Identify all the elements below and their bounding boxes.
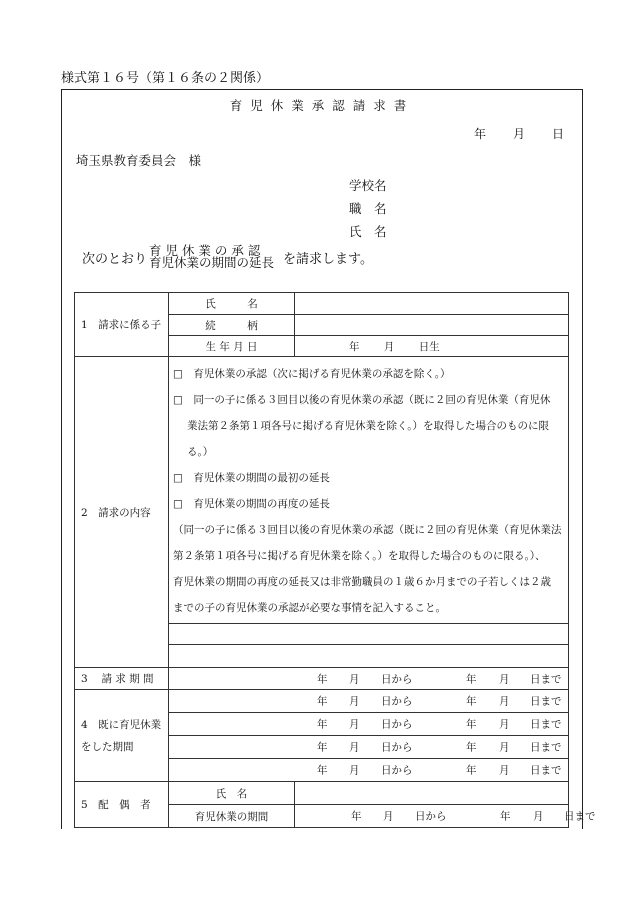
reason-line-1[interactable]	[169, 624, 569, 645]
period-row[interactable]	[169, 690, 569, 713]
content-note-line: （同一の子に係る３回目以後の育児休業の承認（既に２回の育児休業（育児休業法	[173, 524, 562, 536]
period-from-suffix: 日から	[415, 810, 447, 823]
period-from-year: 年	[351, 810, 362, 823]
spouse-leave-period-label: 育児休業の期間	[169, 805, 295, 828]
child-name-field[interactable]	[295, 293, 569, 315]
period-to-year: 年	[466, 718, 477, 731]
section-5-label: 5 配 偶 者	[75, 782, 169, 828]
period-from-month: 月	[383, 810, 394, 823]
child-relation-label: 続 柄	[169, 315, 295, 336]
period-from-month: 月	[349, 741, 360, 754]
period-from-suffix: 日から	[381, 764, 413, 777]
intro-suffix: を請求します。	[283, 252, 373, 267]
child-name-label: 氏 名	[169, 293, 295, 315]
content-note-line: 育児休業の期間の再度の延長又は非常勤職員の１歳６か月までの子若しくは２歳	[173, 576, 551, 588]
period-to-month: 月	[499, 718, 510, 731]
period-from-month: 月	[349, 764, 360, 777]
spouse-name-field[interactable]	[295, 782, 569, 805]
section-4-label-line1: 4 既に育児休業	[81, 718, 162, 731]
applicant-position-label: 職 名	[349, 201, 387, 216]
intro-option-extension: 育児休業の期間の延長	[149, 255, 275, 270]
period-from-suffix: 日から	[381, 673, 413, 685]
period-row[interactable]	[169, 736, 569, 759]
period-to-month: 月	[533, 810, 544, 823]
date-year-label: 年	[474, 127, 487, 141]
section-3-label: 3 請 求 期 間	[75, 668, 169, 690]
period-to-year: 年	[500, 810, 511, 823]
document-title: 育児休業承認請求書	[229, 98, 415, 113]
period-to-year: 年	[466, 741, 477, 754]
intro-prefix: 次のとおり	[82, 252, 148, 267]
period-to-month: 月	[499, 741, 510, 754]
period-row[interactable]	[169, 668, 569, 690]
period-to-year: 年	[466, 695, 477, 708]
checkbox-item-approval[interactable]: □ 育児休業の承認（次に掲げる育児休業の承認を除く。）	[173, 368, 451, 380]
period-from-suffix: 日から	[381, 695, 413, 708]
period-to-suffix: 日まで	[530, 673, 562, 685]
intro-option-approval: 育 児 休 業 の 承 認	[149, 243, 261, 258]
checkbox-item-third-approval[interactable]: □ 同一の子に係る３回目以後の育児休業の承認（既に２回の育児休業（育児休	[173, 394, 551, 406]
period-to-suffix: 日まで	[530, 695, 562, 708]
section-2-label: 2 請求の内容	[75, 357, 169, 668]
date-day-label: 日	[552, 127, 565, 141]
period-to-suffix: 日まで	[530, 741, 562, 754]
period-to-year: 年	[466, 764, 477, 777]
applicant-name-label: 氏 名	[349, 224, 387, 239]
applicant-school-label: 学校名	[349, 178, 387, 193]
spouse-name-label: 氏 名	[169, 782, 295, 805]
period-to-year: 年	[466, 673, 477, 685]
child-birthdate-label: 生 年 月 日	[169, 336, 295, 357]
section-1-label: 1 請求に係る子	[75, 293, 169, 357]
section-4-label-line2: をした期間	[81, 740, 134, 753]
checkbox-item-first-extension[interactable]: □ 育児休業の期間の最初の延長	[173, 472, 330, 484]
period-from-suffix: 日から	[381, 718, 413, 731]
section-4-label	[75, 690, 169, 782]
period-from-year: 年	[317, 673, 328, 685]
period-to-suffix: 日まで	[530, 718, 562, 731]
child-relation-field[interactable]	[295, 315, 569, 336]
request-content-checklist	[169, 357, 569, 624]
period-to-month: 月	[499, 764, 510, 777]
content-note-line: までの子の育児休業の承認が必要な事情を記入すること。	[173, 602, 446, 614]
request-table	[74, 292, 596, 828]
period-to-month: 月	[499, 695, 510, 708]
child-birthdate-field[interactable]: 年 月 日生	[295, 336, 569, 357]
period-from-month: 月	[349, 673, 360, 685]
period-from-month: 月	[349, 718, 360, 731]
period-from-year: 年	[317, 741, 328, 754]
content-note-line: 第２条第１項各号に掲げる育児休業を除く。）を取得した場合のものに限る。）、	[173, 550, 546, 562]
period-to-month: 月	[499, 673, 510, 685]
period-row[interactable]	[169, 759, 569, 782]
content-note-line: 業法第２条第１項各号に掲げる育児休業を除く。）を取得した場合のものに限	[187, 420, 550, 432]
addressee: 埼玉県教育委員会 様	[76, 153, 202, 168]
period-to-suffix: 日まで	[530, 764, 562, 777]
date-month-label: 月	[513, 127, 526, 141]
period-from-year: 年	[317, 695, 328, 708]
period-from-year: 年	[317, 764, 328, 777]
period-from-suffix: 日から	[381, 741, 413, 754]
period-to-suffix: 日まで	[564, 810, 596, 823]
content-note-line: る。）	[187, 446, 214, 458]
period-from-year: 年	[317, 718, 328, 731]
reason-line-2[interactable]	[169, 645, 569, 668]
form-number: 様式第１６号（第１６条の２関係）	[61, 71, 270, 86]
checkbox-item-second-extension[interactable]: □ 育児休業の期間の再度の延長	[173, 498, 330, 510]
period-row[interactable]	[169, 713, 569, 736]
period-from-month: 月	[349, 695, 360, 708]
spouse-leave-period-field[interactable]	[295, 805, 596, 828]
